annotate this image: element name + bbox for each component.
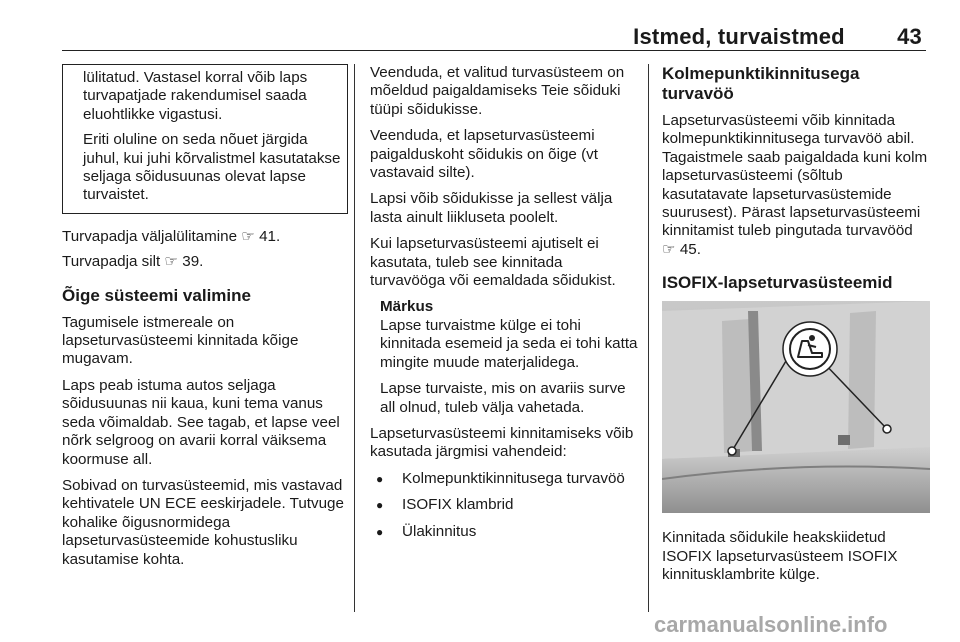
watermark: carmanualsonline.info [654,612,888,637]
page-header [633,24,922,50]
warning-box [62,64,348,214]
figure-caption: Kinnitada sõidukile heakskiidetud ISOFIX lapseturvasüsteem ISOFIX kinnitusklambrite külge. [662,529,898,584]
bullet-list [370,470,638,541]
body-paragraph: Veenduda, et lapseturvasüsteemi paigalduskoht sõidukis on õige (vt vastavaid silte). [370,127,598,182]
section-heading: ISOFIX-lapseturvasüsteemid [662,273,893,293]
warning-text: lülitatud. Vastasel korral võib laps turvapatjade rakendumisel saada eluohtlikke vigastusi. [83,69,308,123]
body-paragraph: Laps peab istuma autos seljaga sõidusuunas nii kaua, kuni tema vanus seda võimaldab. See tagab, et lapse veel nõrk selgroog on avarii korral väiksema koormuse all. [62,376,340,468]
column-left [62,64,348,577]
isofix-seat-photo [662,301,930,513]
column-middle [370,64,638,549]
body-paragraph: Sobivad on turvasüsteemid, mis vastavad kehtivatele UN ECE eeskirjadele. Tutvuge kohalike õigusnormidega lapseturvasüsteemide kohustusliku kasutamise kohta. [62,476,344,568]
page-number: 43 [897,24,922,49]
body-paragraph: Lapseturvasüsteemi kinnitamiseks võib kasutada järgmisi vahendeid: [370,424,634,461]
column-right [662,64,930,592]
note-heading: Märkus [380,298,434,316]
page-title: Istmed, turvaistmed [633,24,845,49]
cross-reference[interactable]: Turvapadja silt ☞ 39. [62,253,204,271]
body-paragraph: Veenduda, et valitud turvasüsteem on mõeldud paigaldamiseks Teie sõiduki tüüpi sõidukisse. [370,64,625,118]
column-divider [648,64,649,612]
list-item: ● Ülakinnitus [370,523,638,541]
note-text: Lapse turvaiste, mis on avariis surve all olnud, tuleb välja vahetada. [380,380,626,416]
warning-text: Eriti oluline on seda nõuet järgida juhul, kui juhi kõrvalistmel kasutatakse seljaga sõidusuunas olevat lapse turvaistet. [83,131,341,204]
section-heading: Õige süsteemi valimine [62,285,251,305]
cross-reference[interactable]: Turvapadja väljalülitamine ☞ 41. [62,227,281,245]
note-text: Lapse turvaistme külge ei tohi kinnitada esemeid ja seda ei tohi katta mingite muude materjalidega. [380,316,638,371]
body-paragraph: Lapsi võib sõidukisse ja sellest välja lasta ainult liikluseta poolelt. [370,190,613,226]
body-paragraph: Tagumisele istmereale on lapseturvasüsteemi kinnitada kõige mugavam. [62,313,299,368]
section-heading: Kolmepunktikinnitusega turvavöö [662,64,860,103]
list-item: ● ISOFIX klambrid [370,496,638,514]
column-divider [354,64,355,612]
body-paragraph: Kui lapseturvasüsteemi ajutiselt ei kasutata, tuleb see kinnitada turvavööga või eemaldada sõidukist. [370,235,616,290]
header-rule [62,50,926,51]
body-paragraph: Lapseturvasüsteemi võib kinnitada kolmepunktikinnitusega turvavöö abil. Tagaistmele saab paigaldada kuni kolm lapseturvasüsteemi (sõltub kasutatavate lapseturvasüstemide suurusest). Pärast lapseturvasüsteemi kinnitamist tuleb pingutada turvavööd ☞ 45. [662,112,928,258]
note-block [370,298,638,416]
rear-seat-illustration [662,301,930,513]
list-item: ● Kolmepunktikinnitusega turvavöö [370,470,638,488]
